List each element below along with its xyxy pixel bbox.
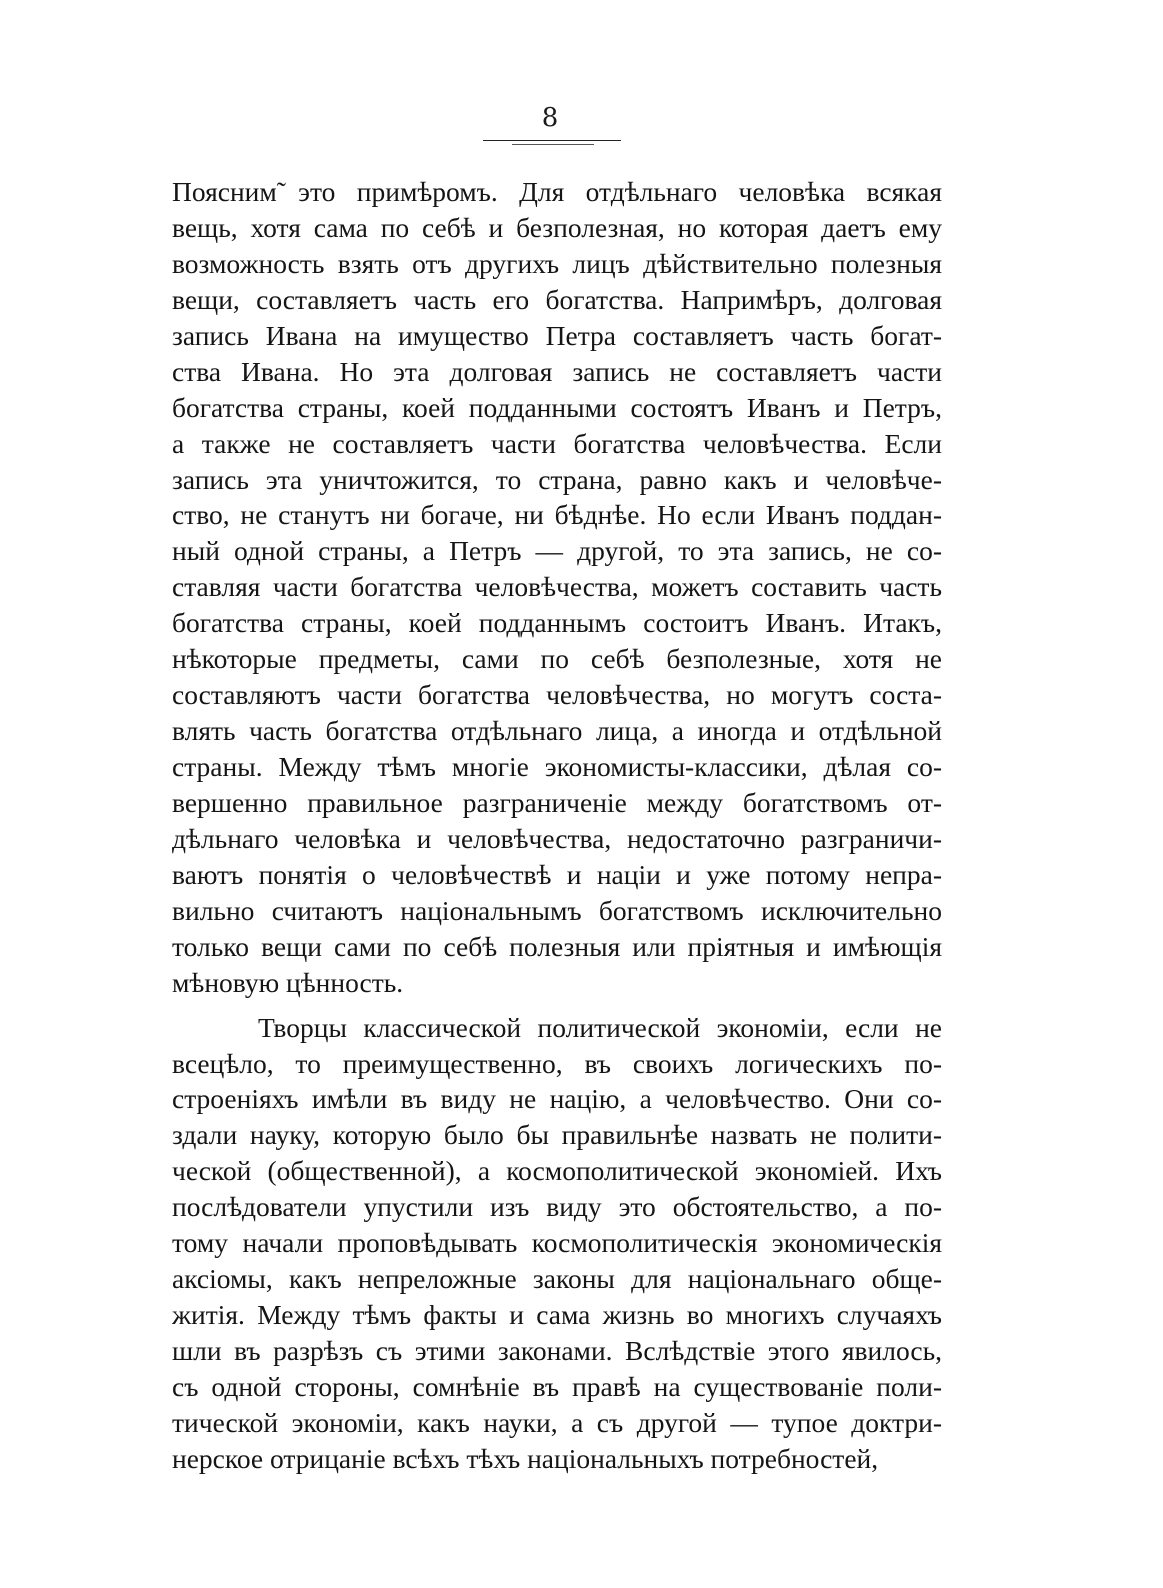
text-line: а также не составляетъ части богатства человѣчества. Если [172, 427, 942, 459]
text-line: богатства страны, коей подданнымъ состоитъ Иванъ. Итакъ, [172, 607, 942, 639]
text-line: Творцы классической политической экономіи, если не [258, 1011, 942, 1043]
text-line: житія. Между тѣмъ факты и сама жизнь во многихъ случаяхъ [172, 1299, 942, 1331]
text-line: аксіомы, какъ непреложные законы для національнаго обще- [172, 1263, 942, 1295]
text-line: ства Ивана. Но эта долговая запись не составляетъ части [172, 355, 942, 387]
text-line: страны. Между тѣмъ многіе экономисты-классики, дѣлая со- [172, 751, 942, 782]
text-line: вещи, составляетъ часть его богатства. Напримѣръ, долговая [172, 283, 942, 315]
text-line: шли въ разрѣзъ съ этими законами. Вслѣдствіе этого явилось, [172, 1335, 942, 1366]
text-line: ческой (общественной), а космополитической экономіей. Ихъ [172, 1155, 942, 1187]
page-number: 8 [541, 103, 559, 133]
text-line: тому начали проповѣдывать космополитическія экономическія [172, 1227, 942, 1259]
text-line: возможность взять отъ другихъ лицъ дѣйствительно полезныя [172, 247, 942, 279]
page-number-rule-secondary [512, 144, 594, 145]
text-line: ство, не станутъ ни богаче, ни бѣднѣе. Но если Иванъ поддан- [172, 499, 942, 531]
text-line: только вещи сами по себѣ полезныя или пріятныя и имѣющія [172, 930, 942, 962]
text-line: влять часть богатства отдѣльнаго лица, а иногда и отдѣльной [172, 715, 942, 747]
text-line: тической экономіи, какъ науки, а съ другой — тупое доктри- [172, 1406, 942, 1438]
text-line: ваютъ понятія о человѣчествѣ и націи и уже потому непра- [172, 858, 942, 890]
body-text [172, 174, 942, 1477]
text-line: съ одной стороны, сомнѣніе въ правѣ на существованіе поли- [172, 1370, 942, 1402]
page-number-rule [483, 140, 621, 141]
paragraph [172, 1010, 942, 1477]
text-line: составляютъ части богатства человѣчества, но могутъ соста- [172, 679, 942, 711]
paragraph [172, 174, 942, 1001]
text-line: нерское отрицаніе всѣхъ тѣхъ національныхъ потребностей, [172, 1442, 879, 1474]
text-line: ный одной страны, а Петръ — другой, то эта запись, не со- [172, 535, 942, 567]
text-line: нѣкоторые предметы, сами по себѣ безполезные, хотя не [172, 643, 942, 675]
text-line: здали науку, которую было бы правильнѣе назвать не полити- [172, 1119, 942, 1151]
text-line: дѣльнаго человѣка и человѣчества, недостаточно разграничи- [172, 822, 942, 854]
text-line: мѣновую цѣнность. [172, 966, 404, 998]
text-line: вильно считаютъ національнымъ богатствомъ исключительно [172, 894, 942, 926]
text-line: Поясним̃ это примѣромъ. Для отдѣльнаго человѣка всякая [172, 176, 942, 207]
text-line: послѣдователи упустили изъ виду это обстоятельство, а по- [172, 1191, 942, 1223]
text-line: богатства страны, коей подданными состоятъ Иванъ и Петръ, [172, 391, 942, 423]
text-line: запись Ивана на имущество Петра составляетъ часть богат- [172, 319, 942, 351]
text-line: вещь, хотя сама по себѣ и безполезная, но которая даетъ ему [172, 211, 942, 243]
text-line: вершенно правильное разграниченіе между богатствомъ от- [172, 786, 942, 818]
text-line: строеніяхъ имѣли въ виду не націю, а человѣчество. Они со- [172, 1083, 942, 1115]
text-line: запись эта уничтожится, то страна, равно какъ и человѣче- [172, 463, 942, 495]
text-line: ставляя части богатства человѣчества, можетъ составить часть [172, 571, 942, 603]
text-line: всецѣло, то преимущественно, въ своихъ логическихъ по- [172, 1047, 942, 1079]
paragraph-gap [172, 1001, 942, 1010]
